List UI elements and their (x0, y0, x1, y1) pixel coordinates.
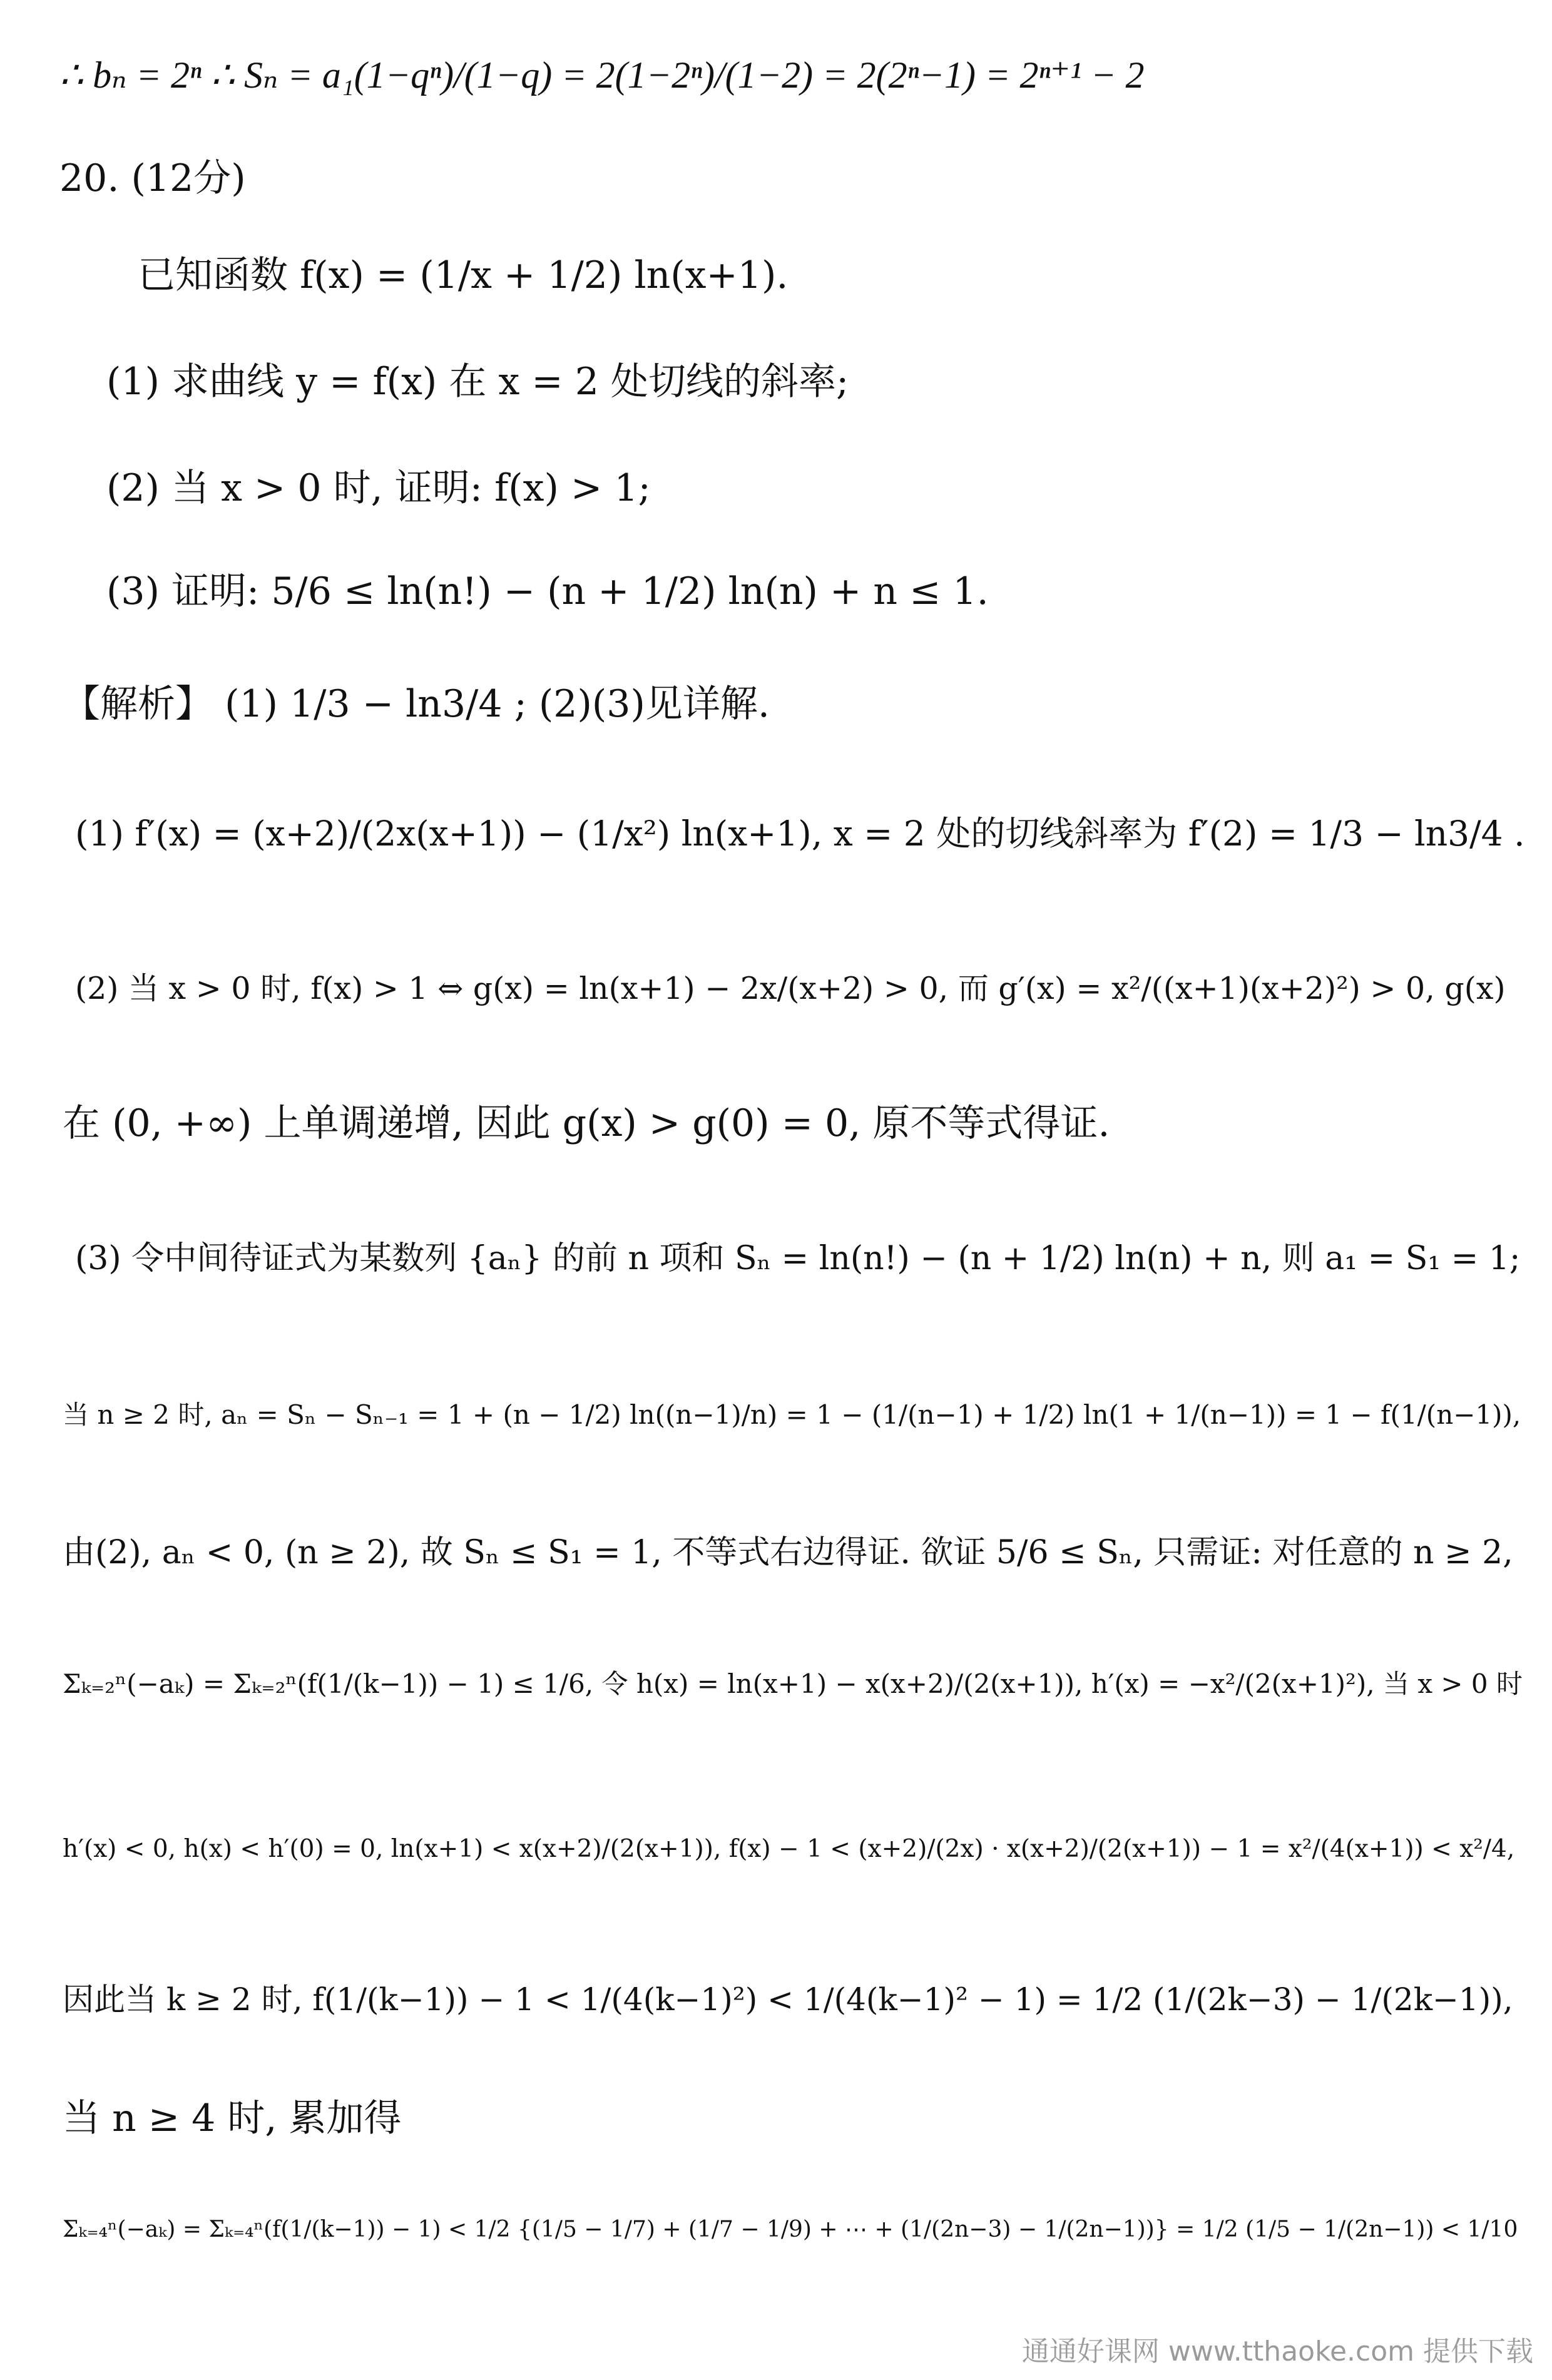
question-3: (3) 证明: 5/6 ≤ ln(n!) − (n + 1/2) ln(n) + n ≤ 1. (106, 569, 989, 613)
answer-summary: 【解析】 (1) 1/3 − ln3/4 ; (2)(3)见详解. (63, 682, 770, 726)
solution-part-1: (1) f′(x) = (x+2)/(2x(x+1)) − (1/x²) ln(x+1), x = 2 处的切线斜率为 f′(2) = 1/3 − ln3/4 . (75, 814, 1525, 854)
solution-part-3-line-2: 当 n ≥ 2 时, aₙ = Sₙ − Sₙ₋₁ = 1 + (n − 1/2) ln((n−1)/n) = 1 − (1/(n−1) + 1/2) ln(1 + 1/(n−1)) = 1 − f(1/(n−1)), (63, 1399, 1521, 1430)
question-2: (2) 当 x > 0 时, 证明: f(x) > 1; (106, 466, 651, 510)
problem-number: 20. (12分) (59, 156, 246, 200)
question-1: (1) 求曲线 y = f(x) 在 x = 2 处切线的斜率; (106, 360, 849, 404)
solution-part-3-line-1: (3) 令中间待证式为某数列 {aₙ} 的前 n 项和 Sₙ = ln(n!) − (n + 1/2) ln(n) + n, 则 a₁ = S₁ = 1; (75, 1240, 1521, 1277)
solution-part-3-line-3: 由(2), aₙ < 0, (n ≥ 2), 故 Sₙ ≤ S₁ = 1, 不等式右边得证. 欲证 5/6 ≤ Sₙ, 只需证: 对任意的 n ≥ 2, (63, 1534, 1513, 1571)
line-series-sum: ∴ bₙ = 2ⁿ ∴ Sₙ = a₁(1−qⁿ)/(1−q) = 2(1−2ⁿ)/(1−2) = 2(2ⁿ−1) = 2ⁿ⁺¹ − 2 (59, 54, 1145, 96)
footer-watermark: 通通好课网 www.tthaoke.com 提供下载 (1021, 2336, 1533, 2367)
solution-part-2-line-2: 在 (0, +∞) 上单调递增, 因此 g(x) > g(0) = 0, 原不等式得证. (63, 1101, 1110, 1145)
problem-statement: 已知函数 f(x) = (1/x + 1/2) ln(x+1). (138, 253, 789, 297)
solution-part-3-line-4: Σₖ₌₂ⁿ(−aₖ) = Σₖ₌₂ⁿ(f(1/(k−1)) − 1) ≤ 1/6, 令 h(x) = ln(x+1) − x(x+2)/(2(x+1)), h′(x) = −x²/(2(x+1)²), 当 x > 0 时 (63, 1668, 1523, 1699)
solution-part-3-line-6: 因此当 k ≥ 2 时, f(1/(k−1)) − 1 < 1/(4(k−1)²) < 1/(4(k−1)² − 1) = 1/2 (1/(2k−3) − 1/(2k−1)), (63, 1981, 1513, 2018)
solution-part-3-line-7: 当 n ≥ 4 时, 累加得 (63, 2097, 402, 2140)
solution-part-3-line-8: Σₖ₌₄ⁿ(−aₖ) = Σₖ₌₄ⁿ(f(1/(k−1)) − 1) < 1/2 {(1/5 − 1/7) + (1/7 − 1/9) + ⋯ + (1/(2n−3) − 1/(2n−1))} = 1/2 (1/5 − 1/(2n−1)) < 1/10 (63, 2217, 1518, 2242)
solution-part-2-line-1: (2) 当 x > 0 时, f(x) > 1 ⇔ g(x) = ln(x+1) − 2x/(x+2) > 0, 而 g′(x) = x²/((x+1)(x+2)²) > 0, g(x) (75, 971, 1506, 1006)
solution-part-3-line-5: h′(x) < 0, h(x) < h′(0) = 0, ln(x+1) < x(x+2)/(2(x+1)), f(x) − 1 < (x+2)/(2x) · x(x+2)/(2(x+1)) − 1 = x²/(4(x+1)) < x²/4, (63, 1835, 1515, 1863)
